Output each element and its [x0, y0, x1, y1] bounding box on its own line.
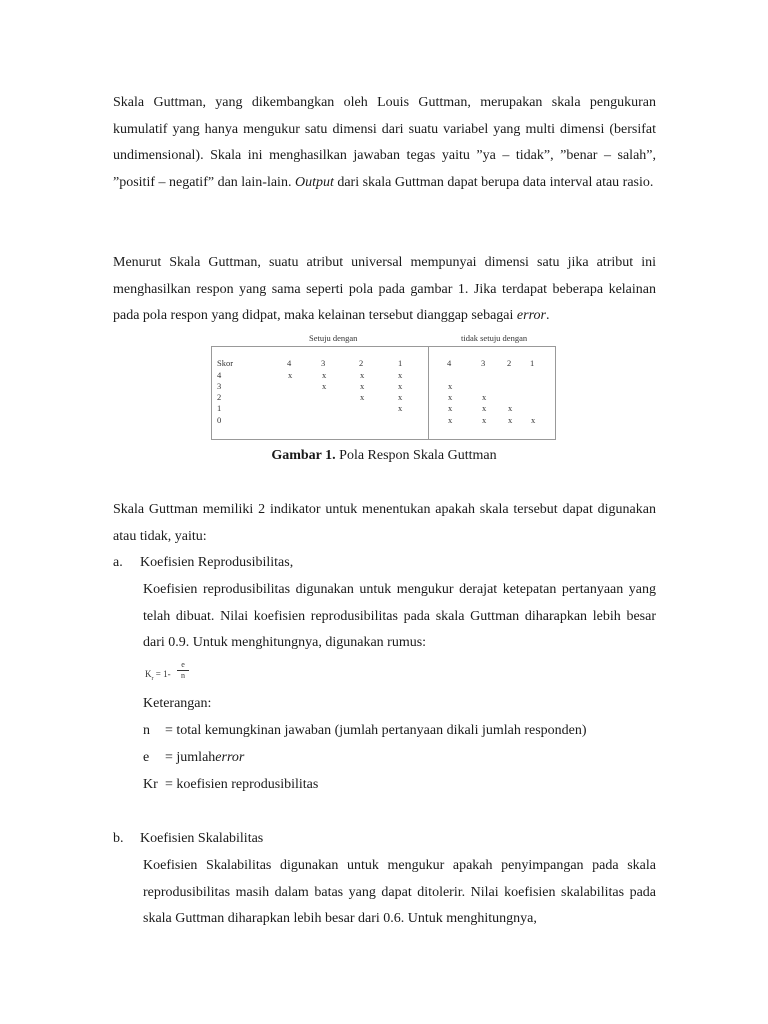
paragraph-indicators: Skala Guttman memiliki 2 indikator untuk menentukan apakah skala tersebut dapat digunakan atau tidak, yaitu: — [113, 502, 656, 544]
row-label-3: 3 — [217, 381, 222, 391]
figure-caption — [0, 446, 768, 466]
def-key: Kr — [143, 777, 158, 792]
mark: x — [448, 392, 453, 402]
formula-numerator: e — [177, 660, 189, 671]
col-agree-4: 4 — [287, 358, 292, 368]
col-agree-3: 3 — [321, 358, 326, 368]
figure-column-divider — [428, 346, 429, 439]
mark: x — [482, 403, 487, 413]
col-disagree-4: 4 — [447, 358, 452, 368]
figure-table-box — [211, 346, 556, 440]
row-label-4: 4 — [217, 370, 222, 380]
paragraph-text: Skala Guttman, yang dikembangkan oleh Louis Guttman, merupakan skala pengukuran kumulatif yang hanya mengukur satu dimensi dari suatu variabel yang multi dimensi (bersifat undimensional). Skala ini menghasilkan jawaban tegas yaitu ”ya – tidak”, ”benar – salah”, ”positif – negatif” dan lain-lain. — [113, 95, 656, 190]
paragraph-text: Menurut Skala Guttman, suatu atribut universal mempunyai dimensi satu jika atribut ini menghasilkan respon yang sama seperti pola pada gambar 1. Jika terdapat beberapa kelainan pada pola respon yang didpat, maka kelainan tersebut dianggap sebagai — [113, 255, 656, 323]
emphasis-output: Output — [294, 174, 334, 190]
mark: x — [448, 381, 453, 391]
paragraph-dimension — [113, 250, 656, 330]
caption-text: Pola Respon Skala Guttman — [335, 448, 497, 463]
figure-header-agree: Setuju dengan — [309, 333, 358, 343]
mark: x — [398, 370, 403, 380]
paragraph-text: . — [545, 308, 550, 323]
list-body-a: Koefisien reprodusibilitas digunakan untuk mengukur derajat ketepatan pertanyaan yang telah dibuat. Nilai koefisien reprodusibilitas pada skala Guttman diharapkan lebih besar dari 0.9. Untuk menghitungnya, digunakan rumus: — [143, 582, 656, 650]
formula-k: K — [145, 669, 152, 679]
row-label-0: 0 — [217, 415, 222, 425]
mark: x — [360, 392, 365, 402]
def-key: n — [143, 723, 150, 738]
mark: x — [508, 415, 513, 425]
figure-response-pattern — [211, 333, 556, 439]
skor-label: Skor — [217, 358, 234, 368]
list-title-a: Koefisien Reprodusibilitas, — [140, 555, 294, 570]
list-title-b: Koefisien Skalabilitas — [140, 831, 264, 846]
figure-header-disagree: tidak setuju dengan — [461, 333, 528, 343]
mark: x — [360, 370, 365, 380]
list-label-a: a. — [113, 555, 123, 570]
col-agree-1: 1 — [398, 358, 403, 368]
row-label-2: 2 — [217, 392, 222, 402]
formula-lhs — [145, 669, 171, 682]
formula-denominator: n — [181, 671, 185, 680]
def-row-n — [143, 718, 587, 744]
mark: x — [482, 392, 487, 402]
keterangan-label: Keterangan: — [143, 696, 212, 711]
mark: x — [322, 370, 327, 380]
emphasis-error: error — [516, 308, 546, 323]
col-agree-2: 2 — [359, 358, 364, 368]
mark: x — [398, 392, 403, 402]
paragraph-text: dari skala Guttman dapat berupa data interval atau rasio. — [333, 174, 654, 190]
formula-eq: = 1- — [153, 669, 171, 679]
col-disagree-2: 2 — [507, 358, 512, 368]
formula-fraction — [177, 660, 189, 681]
mark: x — [508, 403, 513, 413]
mark: x — [482, 415, 487, 425]
def-value: = koefisien reprodusibilitas — [165, 777, 319, 792]
mark: x — [398, 381, 403, 391]
def-emphasis: error — [215, 750, 245, 765]
col-disagree-3: 3 — [481, 358, 486, 368]
mark: x — [288, 370, 293, 380]
row-label-1: 1 — [217, 403, 222, 413]
def-value: = jumlah — [165, 750, 216, 765]
caption-label: Gambar 1. — [271, 448, 336, 463]
formula-sub: r — [151, 675, 154, 682]
mark: x — [322, 381, 327, 391]
def-key: e — [143, 750, 150, 765]
list-label-b: b. — [113, 831, 124, 846]
mark: x — [448, 415, 453, 425]
mark: x — [531, 415, 536, 425]
def-row-e — [143, 745, 244, 771]
def-value: = total kemungkinan jawaban (jumlah pertanyaan dikali jumlah responden) — [165, 723, 587, 738]
col-disagree-1: 1 — [530, 358, 535, 368]
mark: x — [360, 381, 365, 391]
def-row-kr — [143, 772, 318, 798]
list-body-b: Koefisien Skalabilitas digunakan untuk mengukur apakah penyimpangan pada skala reprodusibilitas masih dalam batas yang dapat ditolerir. Nilai koefisien skalabilitas pada skala Guttman diharapkan lebih besar dari 0.6. Untuk menghitungnya, — [143, 858, 656, 926]
mark: x — [398, 403, 403, 413]
mark: x — [448, 403, 453, 413]
paragraph-intro — [113, 90, 656, 196]
